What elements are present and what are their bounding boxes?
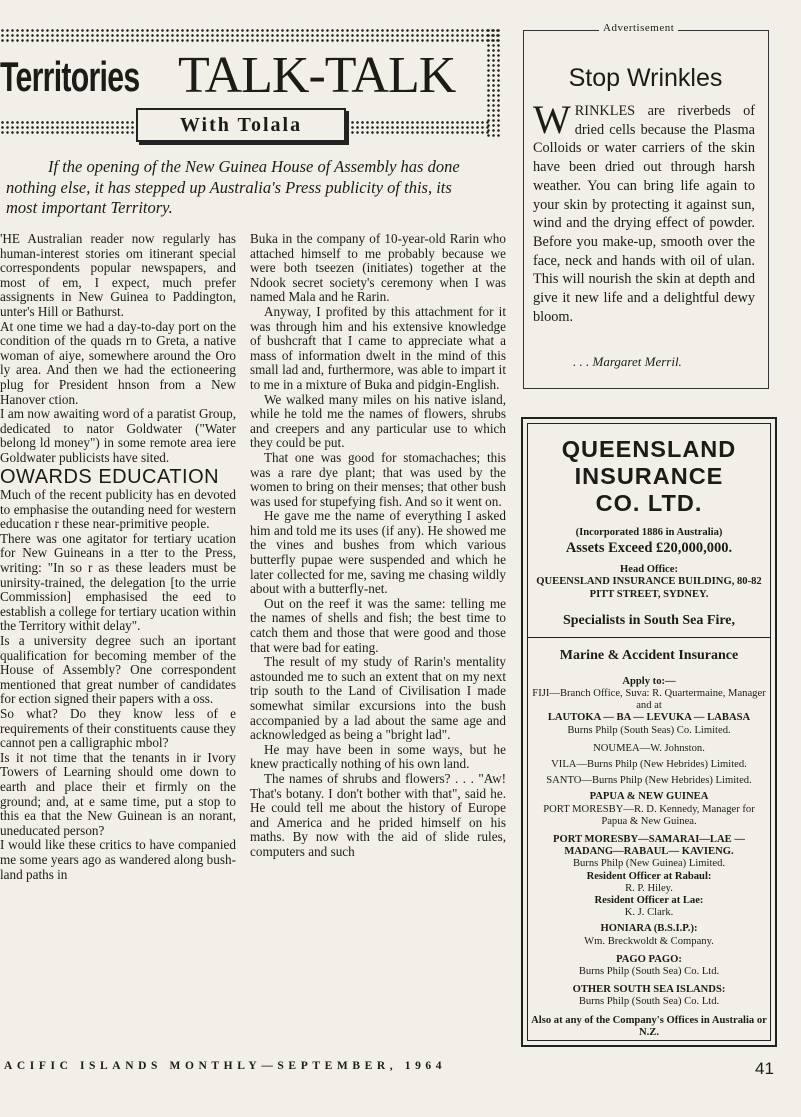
article-column-2: [250, 232, 506, 1052]
rabaul-officer: R. P. Hiley.: [625, 882, 673, 894]
paragraph: We walked many miles on his native island, while he told me the names of flowers, shrubs and creepers and any particular use to which they could be put.: [250, 391, 506, 451]
drop-cap: W: [533, 97, 571, 142]
paragraph: Is it not time that the tenants in ir Ivory Towers of Learning should ome down to earth and place their et firmly on the ground; and, at e same time, put a stop to this ea that the New Guinean is an norant, uneducated person?: [0, 749, 236, 838]
paragraph: Buka in the company of 10-year-old Rarin who attached himself to me probably because we were both tseezen (initiates) together at the Ndook secret society's ceremony when I was named Mala and he Rarin.: [250, 232, 506, 305]
paragraph: Is a university degree such an iportant qualification for becoming member of the House of Assembly? One correspondent mentioned that great number of candidates for ection signed their papers with a oss.: [0, 633, 236, 707]
paragraph: There was one agitator for tertiary ucation for New Guineans in a tter to the Press, writing: "In so r as these leaders must be unirsity-trained, the delegation [to the urrie Commission] emphasised the eed to establish a college for tertiary ucation within the Territory withit delay".: [0, 530, 236, 634]
ad-title: Stop Wrinkles: [568, 64, 723, 92]
pago-label: PAGO PAGO:: [616, 953, 682, 965]
head-office-label: Head Office:: [620, 564, 678, 576]
agent-port-moresby-2: PORT MORESBY—SAMARAI—LAE —MADANG—RABAUL— KAVIENG.: [553, 834, 745, 858]
assets-line: Assets Exceed £20,000,000.: [565, 540, 733, 557]
paragraph: That one was good for stomachaches; this was a rare dye plant; that was used by the women to bring on their menses; that other bush was used for stupefying fish. And so it went on.: [250, 449, 506, 509]
also-offices: Also at any of the Company's Offices in Australia or N.Z.: [531, 1014, 767, 1038]
agent-santo: SANTO—Burns Philp (New Hebrides) Limited.: [546, 775, 752, 787]
company-name-line: INSURANCE: [574, 463, 724, 489]
specialists-line: Specialists in South Sea Fire,: [562, 612, 736, 628]
dotted-border-left-bottom: [0, 120, 134, 134]
header-byline-box: With Tolala: [136, 108, 346, 142]
ad-company-name: [528, 436, 770, 517]
apply-label: Apply to:—: [622, 675, 676, 687]
ad-signature: . . . Margaret Merril.: [573, 354, 682, 369]
paragraph: Anyway, I profited by this attachment for it was through him and his extensive knowledge of bushcraft that I came to appreciate what a mass of information dwelt in the mind of this small lad and, furthermore, was able to impart it to me in a mixture of Buka and pidgin-English.: [250, 303, 506, 392]
paragraph: The names of shrubs and flowers? . . . "Aw! That's botany. I don't bother with that", said he. He could tell me about the history of Europe and America and he prided himself on his maths. By now with the aid of slide rules, computers and such: [250, 770, 506, 859]
dotted-border-top: [0, 28, 498, 42]
subheading: OWARDS EDUCATION: [0, 465, 220, 488]
paragraph: So what? Do they know less of e requirements of their constituents cause they cannot pen a calligraphic mbol?: [0, 706, 236, 751]
company-name-line: CO. LTD.: [595, 490, 703, 516]
advertisement-stop-wrinkles: [521, 22, 770, 388]
paragraph: Much of the recent publicity has en devoted to emphasise the outanding need for western education r these near-primitive people.: [0, 487, 236, 532]
pago-agent: Burns Philp (South Sea) Co. Ltd.: [578, 966, 720, 978]
advertisement-queensland-insurance: [521, 417, 777, 1047]
agent-fiji: FIJI—Branch Office, Suva: R. Quartermaine, Manager and at: [532, 688, 766, 712]
agent-vila: VILA—Burns Philp (New Hebrides) Limited.: [551, 759, 747, 771]
agent-papua: PAPUA & NEW GUINEA: [589, 791, 709, 803]
advertisement-label: Advertisement: [599, 22, 678, 34]
agent-port-moresby-2-detail: Burns Philp (New Guinea) Limited.: [572, 858, 726, 870]
lae-officer: K. J. Clark.: [624, 907, 674, 919]
paragraph: At one time we had a day-to-day port on the condition of the quads rn to Greta, a native woman of aiye, somewhere around the Oro ly area. And then we had the ectioneering plug for President hnson from a New Hanover ction.: [0, 318, 236, 407]
paragraph: Out on the reef it was the same: telling me the names of shells and fish; the best time to catch them and those that were good and those that were bad for eating.: [250, 595, 506, 655]
ad-inner-frame: [527, 423, 771, 1041]
agent-port-moresby: PORT MORESBY—R. D. Kennedy, Manager for Papua & New Guinea.: [543, 803, 755, 827]
paragraph: The result of my study of Rarin's mentality astounded me to such an extent that on my next trip south to the Land of Civilisation I made somewhat similar excursions into the bush accompanied by a lad about the same age and acknowledged as being a "bright lad".: [250, 654, 506, 743]
marine-line: Marine & Accident Insurance: [528, 637, 770, 664]
paragraph: I would like these critics to have companied me some years ago as wandered along bush-land paths in: [0, 837, 236, 882]
header-talk-talk: TALK-TALK: [178, 47, 456, 104]
paragraph: I am now awaiting word of a paratist Group, dedicated to nator Goldwater ("Water belong ld money") in some remote area iere Goldwater publicists have sited.: [0, 406, 236, 465]
company-name-line: QUEENSLAND: [561, 436, 737, 462]
header-territories: Territories: [0, 53, 140, 100]
honiara-agent: Wm. Breckwoldt & Company.: [584, 935, 714, 947]
agent-lautoka-detail: Burns Philp (South Seas) Co. Limited.: [567, 724, 731, 736]
incorporated-note: (Incorporated 1886 in Australia): [575, 527, 723, 538]
rabaul-label: Resident Officer at Rabaul:: [586, 870, 712, 882]
intro-paragraph: If the opening of the New Guinea House of Assembly has done nothing else, it has stepped up Australia's Press publicity of this, its most important Territory.: [6, 157, 460, 217]
other-islands-label: OTHER SOUTH SEA ISLANDS:: [572, 984, 726, 996]
agent-lautoka: LAUTOKA — BA — LEVUKA — LABASA: [547, 712, 751, 724]
head-office-address: QUEENSLAND INSURANCE BUILDING, 80-82 PITT STREET, SYDNEY.: [536, 576, 762, 600]
paragraph: 'HE Australian reader now regularly has human-interest stories om itinerant special correspondents popular newspapers, and most of em, I expect, much prefer assignents in New Guinea to Paddington, unter's Hill or Bathurst.: [0, 232, 236, 319]
page-footer: ACIFIC ISLANDS MONTHLY—SEPTEMBER, 1964: [4, 1060, 447, 1072]
lae-label: Resident Officer at Lae:: [594, 895, 704, 907]
other-islands-agent: Burns Philp (South Sea) Co. Ltd.: [578, 996, 720, 1008]
agent-noumea: NOUMEA—W. Johnston.: [593, 742, 705, 754]
page-number: 41: [755, 1059, 774, 1078]
paragraph: He gave me the name of everything I asked him and told me its uses (if any). He showed me the vines and bushes from which various butterfly pupae were suspended and which he later collected for me, saving me chasing wildly about with a butterfly-net.: [250, 508, 506, 597]
ad-body-text: RINKLES are riverbeds of dried cells because the Plasma Colloids or water carriers of the skin have been dried out through harsh weather. You can bring life again to your skin by protecting it against sun, wind and the drying effect of powder. Before you make-up, smooth over the face, neck and hands with oil of ulan. This will nourish the skin at depth and give it new life and a delightful dewy bloom.: [533, 103, 755, 325]
ad-body: [533, 97, 755, 326]
article-column-1: [0, 232, 236, 1052]
dotted-border-right-bottom: [350, 120, 490, 134]
column-header: [0, 22, 503, 144]
honiara-label: HONIARA (B.S.I.P.):: [600, 923, 698, 935]
paragraph: He may have been in some ways, but he knew practically nothing of his own land.: [250, 741, 506, 772]
